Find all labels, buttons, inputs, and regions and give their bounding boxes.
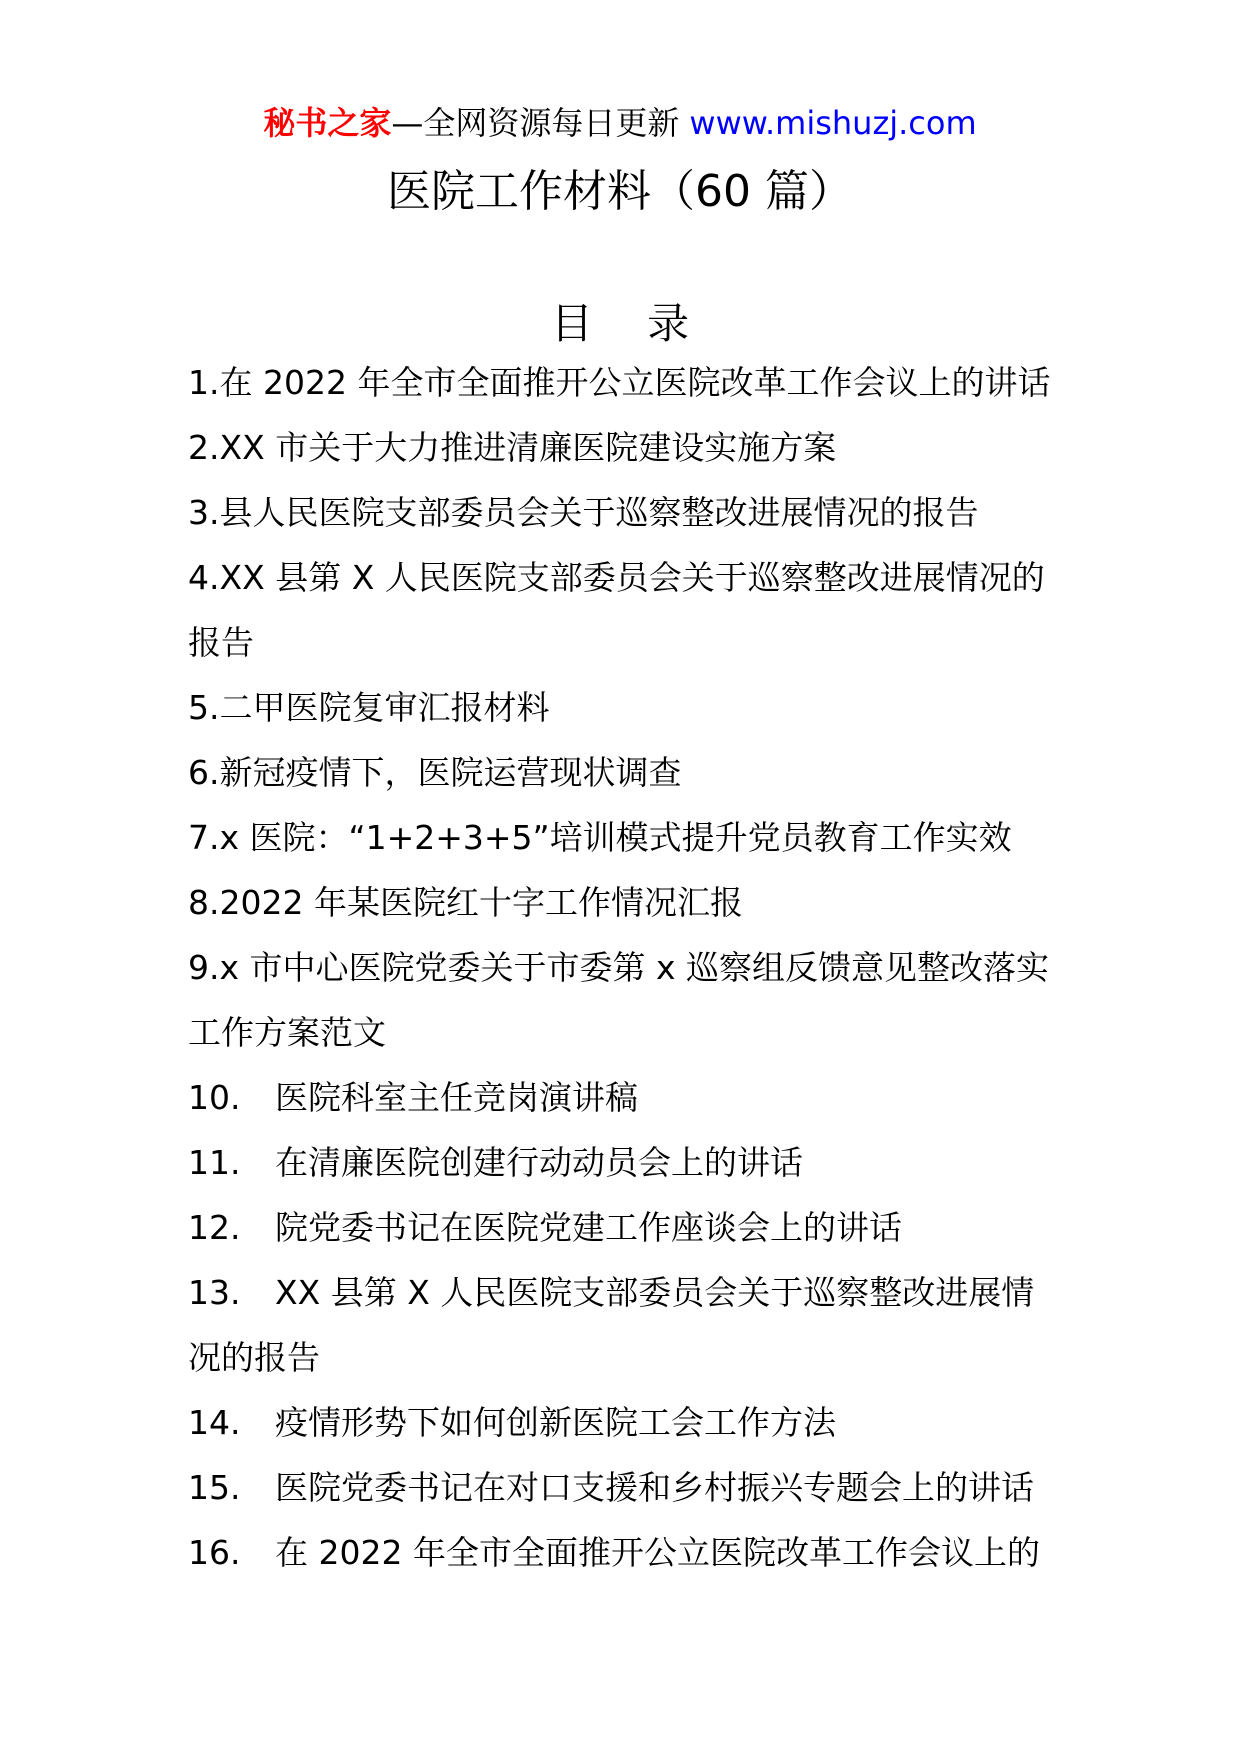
toc-line [188, 1260, 1198, 1325]
toc-item-number: 8. [188, 883, 220, 922]
toc-line [188, 1390, 1198, 1455]
toc-item-number: 9. [188, 948, 220, 987]
toc-item-title: 县人民医院支部委员会关于巡察整改进展情况的报告 [219, 493, 979, 532]
toc-item [188, 1130, 1198, 1195]
toc-item-title: XX 县第 X 人民医院支部委员会关于巡察整改进展情 [275, 1273, 1035, 1312]
toc-line [188, 1195, 1198, 1260]
brand-name: 秘书之家 [263, 104, 392, 142]
toc-item-number: 6. [188, 753, 220, 792]
toc-item [188, 1260, 1198, 1390]
toc-line [188, 870, 1198, 935]
header-tagline: —全网资源每日更新 [391, 104, 680, 142]
toc-line-continuation: 报告 [188, 623, 254, 662]
toc-line [188, 1455, 1198, 1520]
toc-item [188, 740, 1198, 805]
toc-line [188, 480, 1198, 545]
website-link[interactable]: www.mishuzj.com [689, 104, 977, 142]
toc-item-title: XX 县第 X 人民医院支部委员会关于巡察整改进展情况的 [219, 558, 1045, 597]
toc-item-title: x 市中心医院党委关于市委第 x 巡察组反馈意见整改落实 [219, 948, 1050, 987]
toc-item-number: 7. [188, 818, 220, 857]
toc-item-title: 在清廉医院创建行动动员会上的讲话 [275, 1143, 803, 1182]
page-header [0, 100, 1240, 146]
toc-item-title: x 医院：“1+2+3+5”培训模式提升党员教育工作实效 [219, 818, 1012, 857]
toc-item-title: 医院科室主任竞岗演讲稿 [275, 1078, 638, 1117]
toc-line [188, 740, 1198, 805]
toc-item [188, 350, 1198, 415]
toc-item-number: 12. [188, 1208, 241, 1247]
toc-item-number: 11. [188, 1143, 241, 1182]
toc-line [188, 1130, 1198, 1195]
toc-line [188, 1065, 1198, 1130]
toc-line [188, 350, 1198, 415]
toc-item [188, 1065, 1198, 1130]
toc-item-number: 15. [188, 1468, 241, 1507]
toc-item-title: 院党委书记在医院党建工作座谈会上的讲话 [275, 1208, 902, 1247]
toc-item [188, 1390, 1198, 1455]
toc-line [188, 1520, 1198, 1585]
toc-item-number: 10. [188, 1078, 241, 1117]
toc-line-continuation: 况的报告 [188, 1338, 320, 1377]
toc-item [188, 1455, 1198, 1520]
toc-item-title: 二甲医院复审汇报材料 [219, 688, 550, 727]
toc-item [188, 1520, 1198, 1585]
toc-item-number: 1. [188, 363, 220, 402]
toc-item [188, 870, 1198, 935]
toc-line [188, 415, 1198, 480]
toc-item-number: 4. [188, 558, 220, 597]
toc-heading: 目 录 [550, 299, 690, 348]
table-of-contents [188, 350, 1198, 1585]
toc-line [188, 935, 1198, 1000]
toc-item-title: 新冠疫情下，医院运营现状调查 [219, 753, 682, 792]
toc-line [188, 805, 1198, 870]
toc-item [188, 935, 1198, 1065]
toc-item-title: 医院党委书记在对口支援和乡村振兴专题会上的讲话 [275, 1468, 1034, 1507]
toc-item-number: 2. [188, 428, 220, 467]
toc-item-number: 5. [188, 688, 220, 727]
toc-item-number: 3. [188, 493, 220, 532]
toc-line [188, 675, 1198, 740]
toc-item [188, 545, 1198, 675]
document-title: 医院工作材料（60 篇） [387, 166, 853, 217]
toc-item-number: 13. [188, 1273, 241, 1312]
toc-item [188, 415, 1198, 480]
toc-item [188, 675, 1198, 740]
toc-item-title: 2022 年某医院红十字工作情况汇报 [219, 883, 743, 922]
toc-item-title: 在 2022 年全市全面推开公立医院改革工作会议上的 [275, 1533, 1040, 1572]
toc-item [188, 805, 1198, 870]
toc-item-number: 14. [188, 1403, 241, 1442]
toc-line [188, 545, 1198, 610]
toc-item-title: 疫情形势下如何创新医院工会工作方法 [275, 1403, 836, 1442]
toc-item [188, 480, 1198, 545]
toc-item-number: 16. [188, 1533, 241, 1572]
toc-item-title: 在 2022 年全市全面推开公立医院改革工作会议上的讲话 [219, 363, 1051, 402]
toc-line-continuation: 工作方案范文 [188, 1013, 386, 1052]
toc-item [188, 1195, 1198, 1260]
toc-item-title: XX 市关于大力推进清廉医院建设实施方案 [219, 428, 837, 467]
